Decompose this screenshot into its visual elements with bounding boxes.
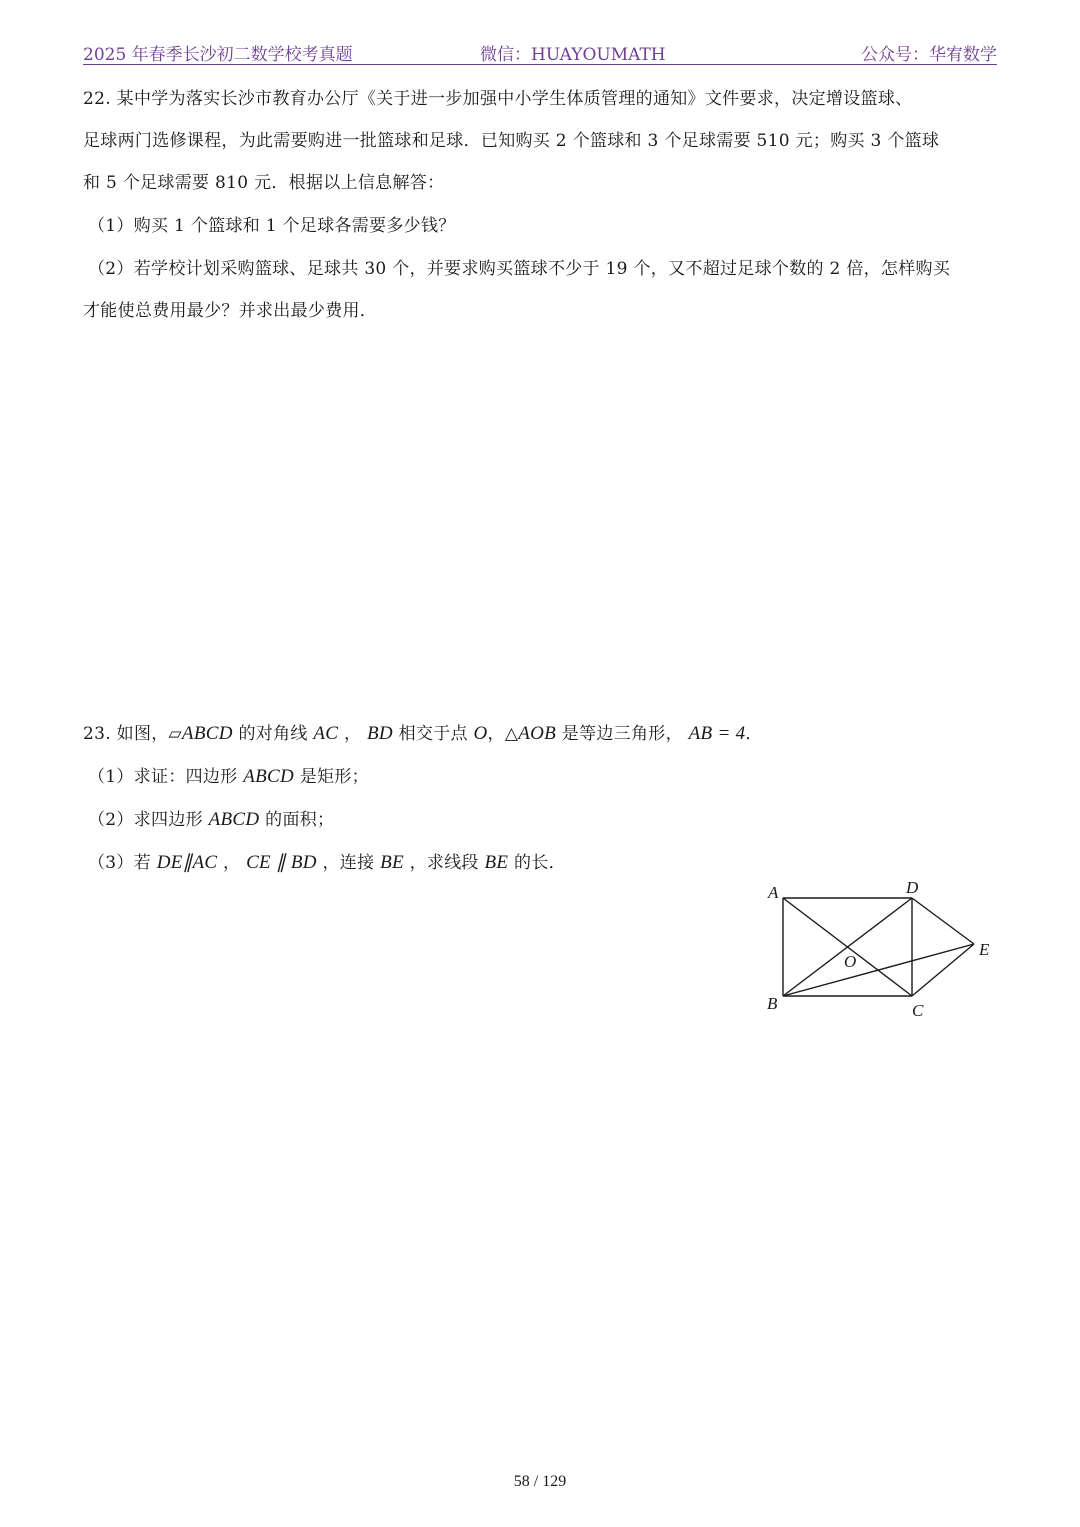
header-wechat: 微信：HUAYOUMATH (480, 45, 666, 65)
q22-part-2-line-2: 才能使总费用最少？并求出最少费用． (83, 301, 378, 321)
q22-line-1: 22. 某中学为落实长沙市教育办公厅《关于进一步加强中小学生体质管理的通知》文件要求，决定增设篮球、 (83, 89, 913, 109)
math-de-parallel-ac: DE∥AC (156, 852, 218, 873)
q23-part-2-text: 的面积； (259, 810, 335, 830)
math-ac: AC (313, 723, 339, 744)
math-abcd: ABCD (243, 766, 295, 787)
header-title: 2025 年春季长沙初二数学校考真题 (83, 45, 353, 65)
q23-part-3-text: （3）若 (88, 853, 157, 873)
q22-part-2-line-1: （2）若学校计划采购篮球、足球共 30 个，并要求购买篮球不少于 19 个，又不超过足球个数的 2 倍，怎样购买 (88, 259, 951, 279)
label-a: A (768, 883, 779, 902)
q23-part-3 (88, 848, 566, 874)
figure-svg (760, 878, 1000, 1023)
q23-number: 23. 如图， (83, 724, 169, 744)
math-abcd: ABCD (181, 723, 233, 744)
page-number: 58 / 129 (513, 1473, 567, 1490)
page-header (83, 36, 997, 65)
q23-part-3-text: ，连接 (316, 853, 381, 873)
q23-part-1-text: 是矩形； (294, 767, 369, 787)
math-o: O (473, 723, 488, 744)
math-be: BE (484, 852, 509, 873)
q22-line-2: 足球两门选修课程，为此需要购进一批篮球和足球．已知购买 2 个篮球和 3 个足球需要 510 元；购买 3 个篮球 (83, 131, 940, 151)
q23-part-1-text: （1）求证：四边形 (88, 767, 244, 787)
q23-text: ． (745, 724, 763, 744)
label-b: B (767, 994, 778, 1013)
geometry-figure (760, 878, 1000, 1023)
q23-text: 是等边三角形， (556, 724, 689, 744)
q23-part-2-text: （2）求四边形 (88, 810, 209, 830)
q22-part-1: （1）购买 1 个篮球和 1 个足球各需要多少钱？ (88, 216, 456, 236)
math-abcd: ABCD (208, 809, 260, 830)
q23-part-1 (88, 762, 369, 788)
q23-part-3-text: ， (217, 853, 247, 873)
q23-text: 相交于点 (392, 724, 474, 744)
q22-line-3: 和 5 个足球需要 810 元．根据以上信息解答： (83, 173, 445, 193)
q23-text: 的对角线 (232, 724, 314, 744)
q23-text: ，△ (487, 724, 519, 744)
segment-be (783, 944, 974, 996)
q23-part-3-text: 的长． (508, 853, 566, 873)
header-account: 公众号：华宥数学 (861, 45, 997, 65)
math-aob: AOB (518, 723, 557, 744)
q23-part-2 (88, 805, 334, 831)
q23-intro (83, 719, 763, 745)
math-be: BE (380, 852, 404, 873)
math-bd: BD (366, 723, 393, 744)
label-o: O (844, 952, 857, 971)
q23-text: ， (338, 724, 367, 744)
math-ce-parallel-bd: CE ∥ BD (246, 852, 317, 873)
label-e: E (979, 940, 990, 959)
math-ab-equals: AB = 4 (688, 723, 746, 744)
label-c: C (912, 1001, 924, 1020)
label-d: D (906, 878, 919, 897)
parallelogram-symbol: ▱ (168, 724, 182, 744)
q23-part-3-text: ，求线段 (403, 853, 485, 873)
segment-de (912, 898, 974, 944)
